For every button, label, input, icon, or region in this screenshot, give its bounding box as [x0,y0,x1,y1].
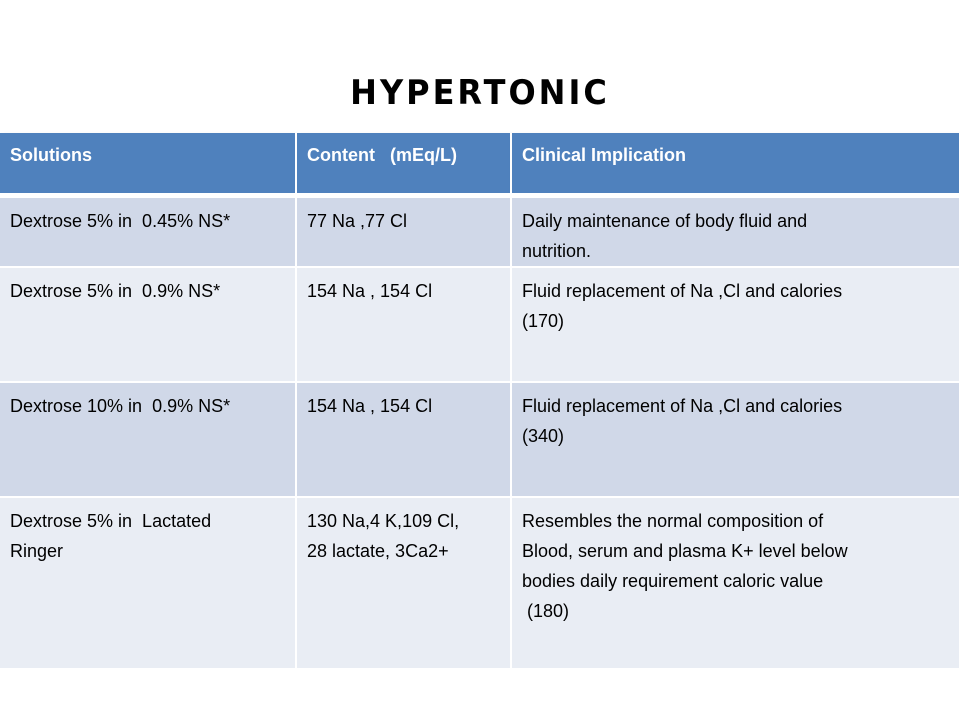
implication-cell [511,267,960,382]
implication-cell [511,382,960,497]
cell-text: Dextrose 5% in Lactated [10,510,212,531]
cell-text: bodies daily requirement caloric value [522,570,824,591]
solution-cell [0,267,296,382]
implication-cell [511,497,960,669]
cell-text: Dextrose 5% in 0.45% NS* [10,210,231,231]
table-row [0,382,960,497]
cell-text: Ringer [10,540,64,561]
cell-text: 154 Na , 154 Cl [307,395,433,416]
content-cell [296,195,511,267]
header-clinical-implication: Clinical Implication [511,133,960,195]
cell-text: Blood, serum and plasma K+ level below [522,540,848,561]
cell-text: 77 Na ,77 Cl [307,210,408,231]
solution-cell [0,195,296,267]
implication-cell [511,195,960,267]
cell-text: 154 Na , 154 Cl [307,280,433,301]
cell-text: (180) [522,600,570,621]
cell-text: 130 Na,4 K,109 Cl, [307,510,460,531]
table-header-row [0,133,960,195]
cell-text: Dextrose 5% in 0.9% NS* [10,280,221,301]
cell-text: Daily maintenance of body fluid and [522,210,808,231]
cell-text: Resembles the normal composition of [522,510,824,531]
cell-text: Dextrose 10% in 0.9% NS* [10,395,231,416]
content-cell [296,497,511,669]
solutions-table [0,133,960,670]
header-content: Content (mEq/L) [296,133,511,195]
table-row [0,497,960,669]
content-cell [296,382,511,497]
slide-title: hypertonic [350,58,610,116]
table-row [0,195,960,267]
cell-text: Fluid replacement of Na ,Cl and calories [522,280,843,301]
solution-cell [0,382,296,497]
cell-text: 28 lactate, 3Ca2+ [307,540,449,561]
cell-text: nutrition. [522,240,592,261]
header-solutions: Solutions [0,133,296,195]
content-cell [296,267,511,382]
table-row [0,267,960,382]
solution-cell [0,497,296,669]
cell-text: Fluid replacement of Na ,Cl and calories [522,395,843,416]
cell-text: (170) [522,310,565,331]
cell-text: (340) [522,425,565,446]
